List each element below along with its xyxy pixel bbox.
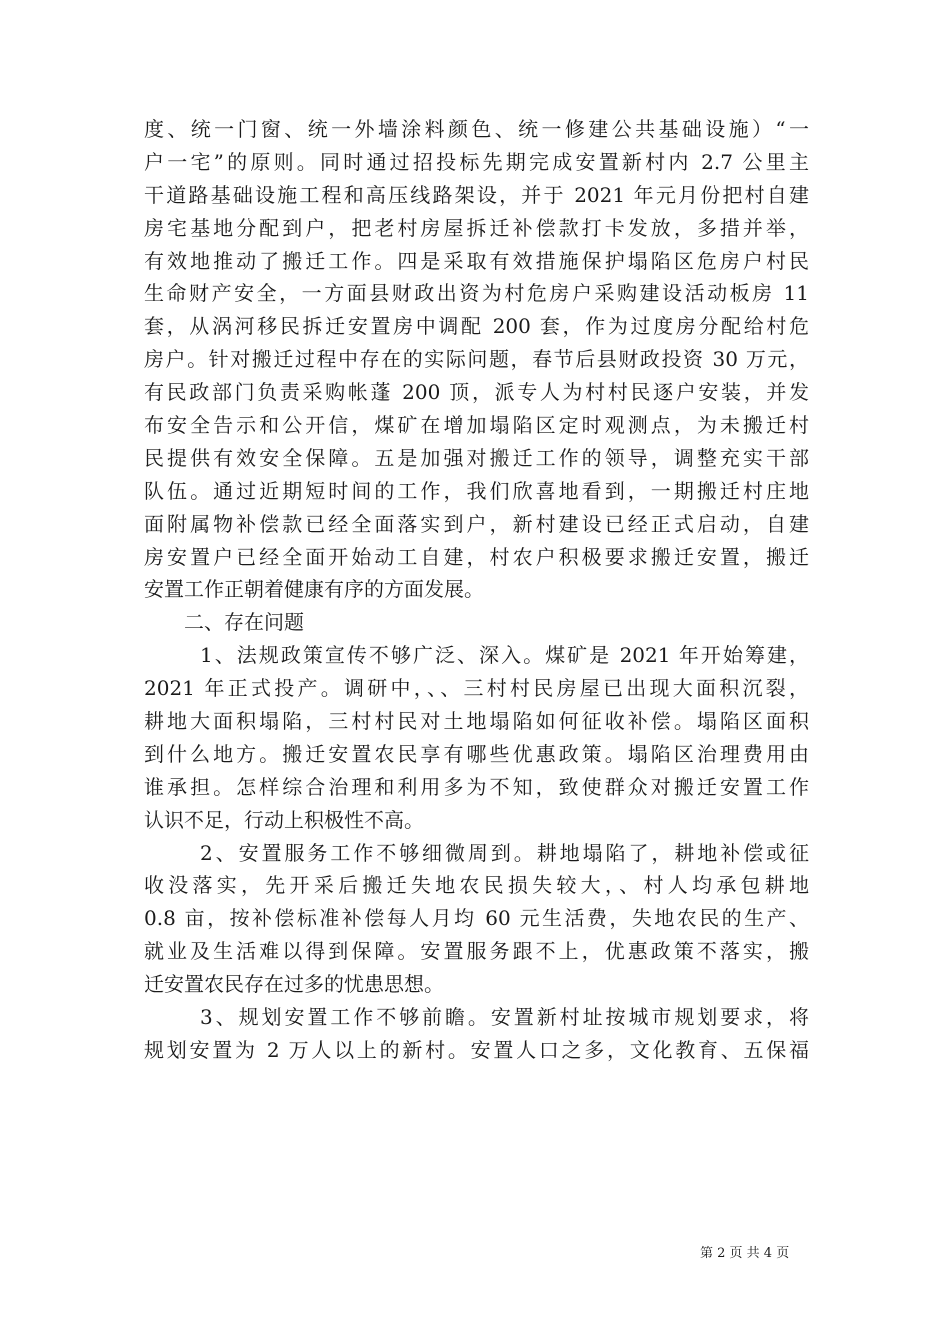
paragraph-2 [144, 639, 809, 836]
text-line: 户一宅”的原则。同时通过招投标先期完成安置新村内 2.7 公里主 [144, 149, 809, 174]
text-line: 干道路基础设施工程和高压线路架设，并于 2021 年元月份把村自建 [144, 182, 809, 207]
text-line: 房安置户已经全面开始动工自建，村农户积极要求搬迁安置，搬迁 [144, 544, 809, 569]
text-line: 0.8 亩，按补偿标准补偿每人月均 60 元生活费，失地农民的生产、 [144, 906, 809, 931]
text-line: 谁承担。怎样综合治理和利用多为不知，致使群众对搬迁安置工作 [144, 774, 809, 799]
text-line: 就业及生活难以得到保障。安置服务跟不上，优惠政策不落实，搬 [144, 939, 809, 964]
text-line: 迁安置农民存在过多的忧患思想。 [144, 972, 444, 997]
text-line: 2021 年正式投产。调研中，、、三村村民房屋已出现大面积沉裂， [144, 676, 809, 701]
paragraph-1 [144, 113, 809, 606]
section-heading: 二、存在问题 [184, 610, 304, 635]
text-line: 1、法规政策宣传不够广泛、深入。煤矿是 2021 年开始筹建， [200, 643, 809, 668]
text-line: 房宅基地分配到户，把老村房屋拆迁补偿款打卡发放，多措并举， [144, 215, 809, 240]
text-line: 到什么地方。搬迁安置农民享有哪些优惠政策。塌陷区治理费用由 [144, 741, 809, 766]
text-line: 民提供有效安全保障。五是加强对搬迁工作的领导，调整充实干部 [144, 445, 809, 470]
text-line: 房户。针对搬迁过程中存在的实际问题，春节后县财政投资 30 万元， [144, 347, 809, 372]
text-line: 面附属物补偿款已经全面落实到户，新村建设已经正式启动，自建 [144, 511, 809, 536]
document-body [144, 113, 809, 1067]
text-line: 2、安置服务工作不够细微周到。耕地塌陷了，耕地补偿或征 [200, 840, 809, 865]
text-line: 队伍。通过近期短时间的工作，我们欣喜地看到，一期搬迁村庄地 [144, 478, 809, 503]
page-number: 第 2 页 共 4 页 [700, 1246, 790, 1261]
text-line: 耕地大面积塌陷，三村村民对土地塌陷如何征收补偿。塌陷区面积 [144, 709, 809, 734]
text-line: 3、规划安置工作不够前瞻。安置新村址按城市规划要求，将 [200, 1005, 809, 1030]
text-line: 生命财产安全，一方面县财政出资为村危房户采购建设活动板房 11 [144, 281, 809, 306]
text-line: 规划安置为 2 万人以上的新村。安置人口之多，文化教育、五保福 [144, 1037, 809, 1062]
text-line: 有民政部门负责采购帐蓬 200 顶，派专人为村村民逐户安装，并发 [144, 380, 809, 405]
text-line: 有效地推动了搬迁工作。四是采取有效措施保护塌陷区危房户村民 [144, 248, 809, 273]
text-line: 安置工作正朝着健康有序的方面发展。 [144, 577, 484, 602]
text-line: 度、统一门窗、统一外墙涂料颜色、统一修建公共基础设施）“一 [144, 117, 809, 141]
text-line: 收没落实，先开采后搬迁失地农民损失较大，、村人均承包耕地 [144, 873, 809, 898]
text-line: 布安全告示和公开信，煤矿在增加塌陷区定时观测点，为未搬迁村 [144, 413, 809, 438]
text-line: 套，从涡河移民拆迁安置房中调配 200 套，作为过度房分配给村危 [144, 314, 809, 339]
paragraph-4 [144, 1001, 809, 1067]
paragraph-3 [144, 837, 809, 1001]
text-line: 认识不足，行动上积极性不高。 [144, 807, 424, 832]
